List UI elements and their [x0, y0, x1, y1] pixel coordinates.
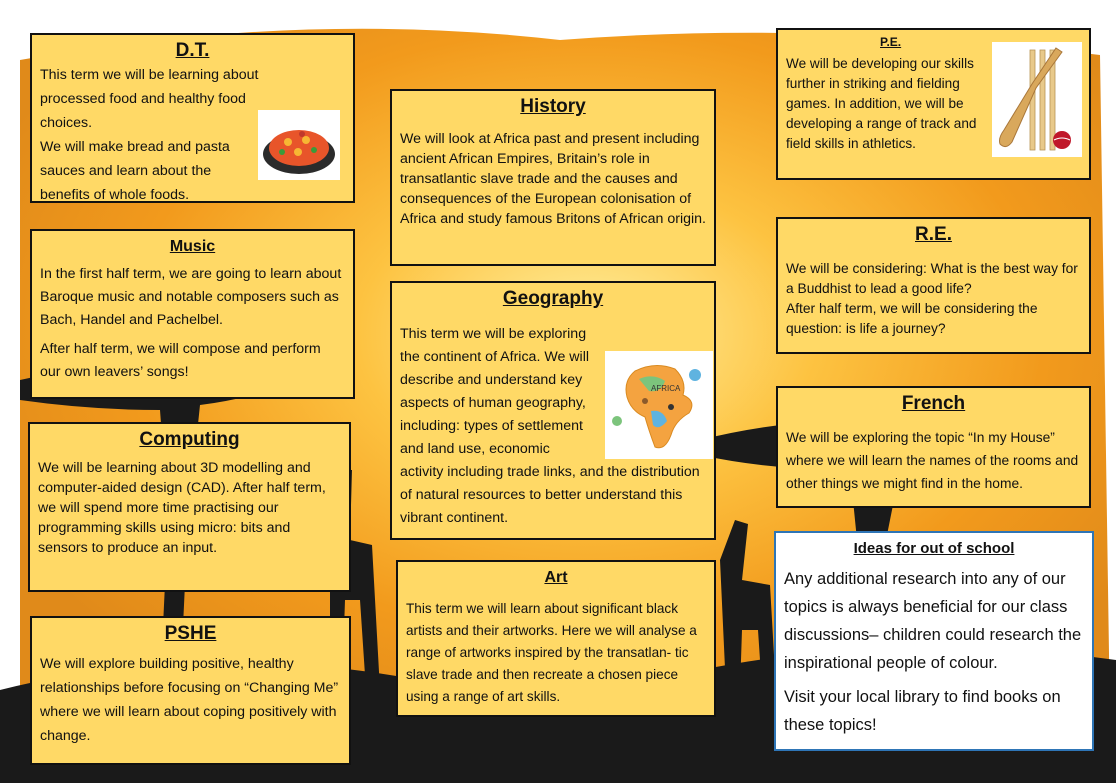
re-paragraph-2: After half term, we will be considering the question: is life a journey? [786, 301, 1038, 336]
computing-title: Computing [139, 429, 240, 450]
pshe-panel [30, 616, 351, 765]
ideas-paragraph-2: Visit your local library to find books on these topics! [784, 688, 1061, 734]
music-paragraph-2: After half term, we will compose and perform our own leavers’ songs! [40, 341, 321, 380]
art-paragraph-1: This term we will learn about significant black artists and their artworks. Here we will analyse a range of artworks inspired by the transatlan- tic slave trade and then recreate a chosen piece using a range of art skills. [406, 601, 697, 704]
art-panel [396, 560, 716, 717]
geography-paragraph-1: This term we will be exploring the continent of Africa. We will describe and understand key aspects of human geography, including: types of settlement and land use, economic activity including trade links, and the distribution of natural resources to better understand this vibrant continent. [400, 326, 700, 526]
pe-title: P.E. [880, 35, 902, 49]
ideas-title: Ideas for out of school [853, 540, 1015, 557]
ideas-panel [774, 531, 1094, 751]
ideas-paragraph-1: Any additional research into any of our topics is always beneficial for our class discussions– children could research the inspirational people of colour. [784, 570, 1082, 672]
music-paragraph-1: In the first half term, we are going to learn about Baroque music and notable composers such as Bach, Handel and Pachelbel. [40, 266, 342, 328]
pasta-plate-icon [258, 110, 340, 180]
art-title: Art [544, 569, 568, 586]
music-title: Music [169, 238, 216, 255]
pe-paragraph-1: We will be developing our skills further in striking and fielding games. In addition, we will be developing a range of track and field skills in athletics. [786, 56, 977, 151]
pshe-paragraph-1: We will explore building positive, healthy relationships before focusing on “Changing Me” where we will learn about coping positively with change. [40, 656, 339, 744]
cricket-bat-icon [992, 42, 1082, 157]
dt-paragraph-2: We will make bread and pasta sauces and learn about the benefits of whole foods. [40, 139, 230, 203]
computing-paragraph-1: We will be learning about 3D modelling and computer-aided design (CAD). After half term, we will spend more time practising our programming skills using micro: bits and sensors to produce an input. [38, 460, 326, 556]
french-panel [776, 386, 1091, 508]
dt-paragraph-1: This term we will be learning about processed food and healthy food choices. [40, 67, 259, 131]
re-title: R.E. [915, 224, 952, 245]
computing-panel [28, 422, 351, 592]
history-title: History [520, 96, 586, 117]
dt-title: D.T. [175, 40, 210, 61]
africa-map-icon [605, 351, 713, 459]
history-panel [390, 89, 716, 266]
geography-title: Geography [502, 288, 604, 309]
pshe-title: PSHE [164, 623, 217, 644]
africa-map-label: AFRICA [651, 384, 681, 393]
re-panel [776, 217, 1091, 354]
music-panel [30, 229, 355, 399]
re-paragraph-1: We will be considering: What is the best way for a Buddhist to lead a good life? [786, 261, 1078, 296]
history-paragraph-1: We will look at Africa past and present including ancient African Empires, Britain’s role in transatlantic slave trade and the causes and consequences of the European colonisation of Africa and study famous Britons of African origin. [400, 131, 706, 227]
french-paragraph-1: We will be exploring the topic “In my House” where we will learn the names of the rooms and other things we might find in the home. [786, 430, 1079, 491]
french-title: French [901, 393, 966, 414]
